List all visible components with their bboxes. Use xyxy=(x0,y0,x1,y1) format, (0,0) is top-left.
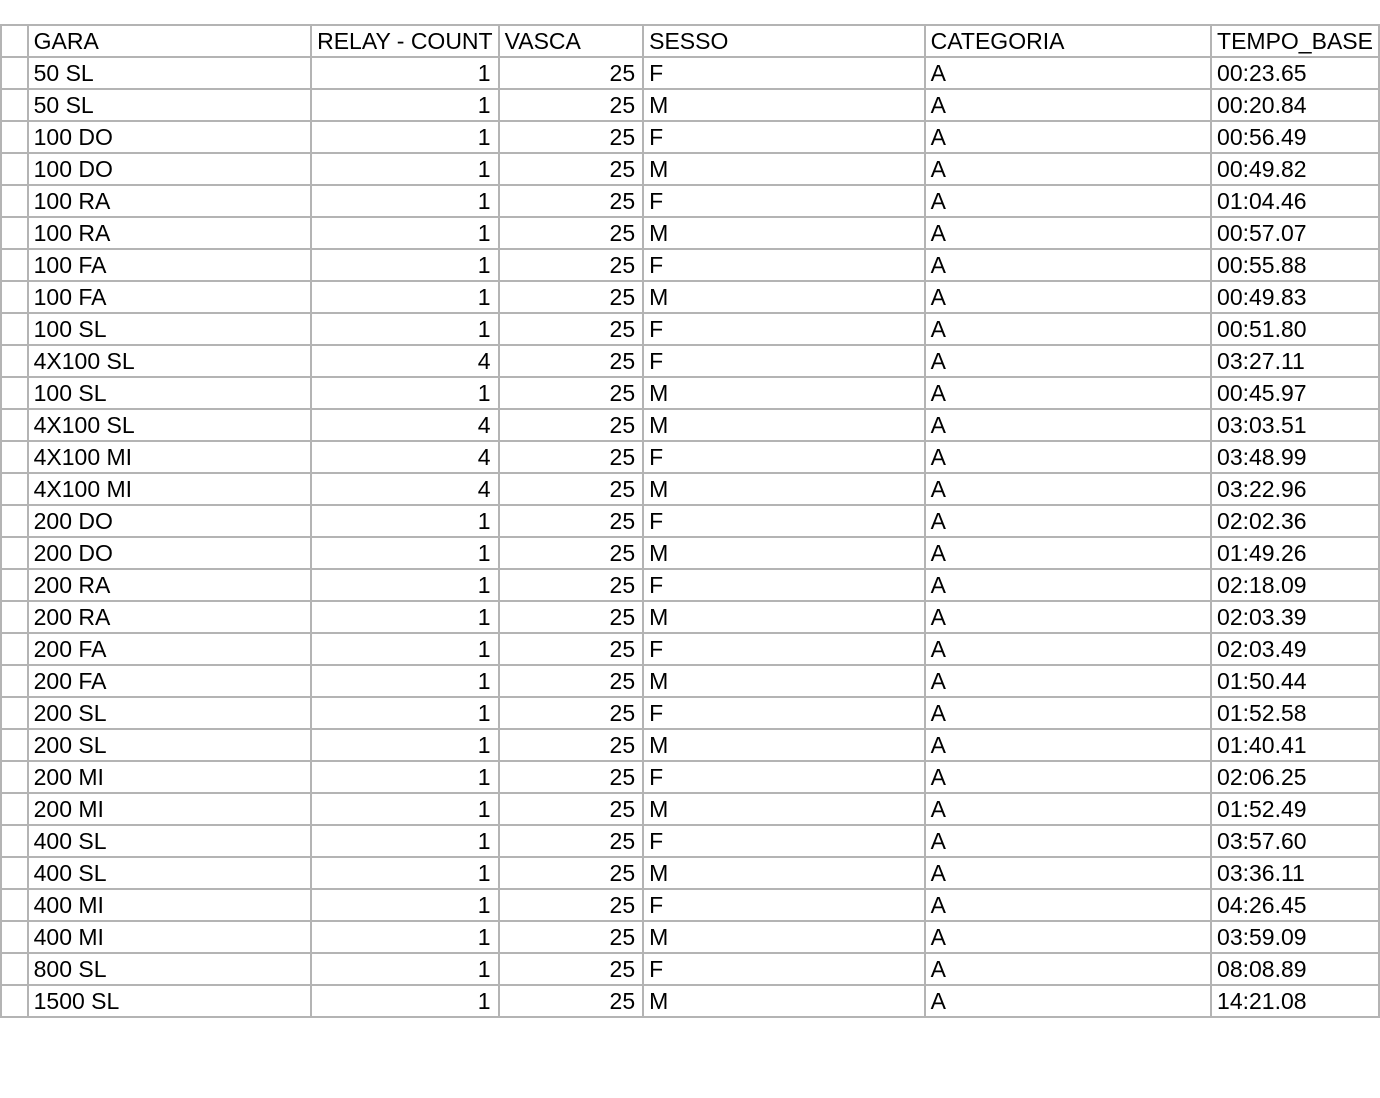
table-row xyxy=(1,121,1379,153)
cell-vasca[interactable]: 25 xyxy=(499,57,644,89)
cell-sesso[interactable]: F xyxy=(643,57,925,89)
cell-categoria[interactable]: A xyxy=(925,601,1211,633)
cell-relay-count[interactable]: 1 xyxy=(311,217,499,249)
cell-vasca[interactable]: 25 xyxy=(499,409,644,441)
table-row xyxy=(1,857,1379,889)
row-header-cell[interactable] xyxy=(1,921,28,953)
cell-vasca[interactable]: 25 xyxy=(499,569,644,601)
row-header-cell[interactable] xyxy=(1,953,28,985)
row-header-cell[interactable] xyxy=(1,313,28,345)
cell-relay-count[interactable]: 1 xyxy=(311,601,499,633)
cell-relay-count[interactable]: 1 xyxy=(311,121,499,153)
cell-gara[interactable]: 400 MI xyxy=(28,889,311,921)
cell-sesso[interactable]: M xyxy=(643,409,925,441)
cell-gara[interactable]: 200 SL xyxy=(28,697,311,729)
cell-relay-count[interactable]: 1 xyxy=(311,89,499,121)
table-row xyxy=(1,505,1379,537)
cell-vasca[interactable]: 25 xyxy=(499,217,644,249)
cell-gara[interactable]: 200 MI xyxy=(28,761,311,793)
cell-tempo-base[interactable]: 01:40.41 xyxy=(1211,729,1379,761)
cell-categoria[interactable]: A xyxy=(925,793,1211,825)
cell-categoria[interactable]: A xyxy=(925,281,1211,313)
table-row xyxy=(1,57,1379,89)
cell-vasca[interactable]: 25 xyxy=(499,473,644,505)
cell-sesso[interactable]: F xyxy=(643,121,925,153)
cell-sesso[interactable]: M xyxy=(643,857,925,889)
cell-tempo-base[interactable]: 03:36.11 xyxy=(1211,857,1379,889)
header-gara[interactable]: GARA xyxy=(28,25,311,57)
cell-vasca[interactable]: 25 xyxy=(499,729,644,761)
cell-relay-count[interactable]: 1 xyxy=(311,377,499,409)
cell-tempo-base[interactable]: 00:23.65 xyxy=(1211,57,1379,89)
row-header-cell[interactable] xyxy=(1,729,28,761)
cell-tempo-base[interactable]: 04:26.45 xyxy=(1211,889,1379,921)
table-row xyxy=(1,377,1379,409)
cell-vasca[interactable]: 25 xyxy=(499,985,644,1017)
row-header-cell[interactable] xyxy=(1,697,28,729)
cell-gara[interactable]: 400 SL xyxy=(28,857,311,889)
header-vasca[interactable]: VASCA xyxy=(499,25,644,57)
cell-gara[interactable]: 200 FA xyxy=(28,633,311,665)
cell-sesso[interactable]: F xyxy=(643,761,925,793)
cell-relay-count[interactable]: 1 xyxy=(311,953,499,985)
cell-categoria[interactable]: A xyxy=(925,185,1211,217)
cell-sesso[interactable]: M xyxy=(643,473,925,505)
cell-gara[interactable]: 100 SL xyxy=(28,313,311,345)
cell-tempo-base[interactable]: 02:18.09 xyxy=(1211,569,1379,601)
cell-tempo-base[interactable]: 02:06.25 xyxy=(1211,761,1379,793)
cell-gara[interactable]: 100 FA xyxy=(28,249,311,281)
cell-categoria[interactable]: A xyxy=(925,313,1211,345)
cell-categoria[interactable]: A xyxy=(925,953,1211,985)
table-row xyxy=(1,441,1379,473)
cell-vasca[interactable]: 25 xyxy=(499,793,644,825)
cell-gara[interactable]: 800 SL xyxy=(28,953,311,985)
header-tempo-base[interactable]: TEMPO_BASE xyxy=(1211,25,1379,57)
cell-tempo-base[interactable]: 03:27.11 xyxy=(1211,345,1379,377)
table-row xyxy=(1,345,1379,377)
row-header-cell[interactable] xyxy=(1,409,28,441)
cell-relay-count[interactable]: 1 xyxy=(311,57,499,89)
cell-vasca[interactable]: 25 xyxy=(499,633,644,665)
cell-relay-count[interactable]: 1 xyxy=(311,313,499,345)
cell-relay-count[interactable]: 1 xyxy=(311,633,499,665)
cell-vasca[interactable]: 25 xyxy=(499,89,644,121)
cell-gara[interactable]: 100 RA xyxy=(28,185,311,217)
cell-sesso[interactable]: F xyxy=(643,505,925,537)
cell-sesso[interactable]: M xyxy=(643,729,925,761)
row-header-cell[interactable] xyxy=(1,761,28,793)
cell-sesso[interactable]: M xyxy=(643,89,925,121)
cell-tempo-base[interactable]: 01:52.58 xyxy=(1211,697,1379,729)
cell-gara[interactable]: 200 DO xyxy=(28,505,311,537)
row-header-cell[interactable] xyxy=(1,89,28,121)
cell-relay-count[interactable]: 1 xyxy=(311,665,499,697)
cell-categoria[interactable]: A xyxy=(925,857,1211,889)
cell-tempo-base[interactable]: 00:20.84 xyxy=(1211,89,1379,121)
cell-relay-count[interactable]: 1 xyxy=(311,761,499,793)
cell-vasca[interactable]: 25 xyxy=(499,889,644,921)
row-header-cell[interactable] xyxy=(1,153,28,185)
cell-relay-count[interactable]: 1 xyxy=(311,697,499,729)
cell-categoria[interactable]: A xyxy=(925,921,1211,953)
row-header-cell[interactable] xyxy=(1,249,28,281)
cell-tempo-base[interactable]: 01:04.46 xyxy=(1211,185,1379,217)
cell-sesso[interactable]: F xyxy=(643,185,925,217)
cell-sesso[interactable]: F xyxy=(643,345,925,377)
cell-categoria[interactable]: A xyxy=(925,441,1211,473)
table-row xyxy=(1,761,1379,793)
cell-relay-count[interactable]: 4 xyxy=(311,345,499,377)
cell-relay-count[interactable]: 1 xyxy=(311,793,499,825)
cell-gara[interactable]: 200 RA xyxy=(28,569,311,601)
cell-vasca[interactable]: 25 xyxy=(499,153,644,185)
cell-relay-count[interactable]: 1 xyxy=(311,985,499,1017)
cell-categoria[interactable]: A xyxy=(925,505,1211,537)
row-header-cell[interactable] xyxy=(1,505,28,537)
cell-categoria[interactable]: A xyxy=(925,121,1211,153)
cell-relay-count[interactable]: 1 xyxy=(311,729,499,761)
row-header-cell[interactable] xyxy=(1,473,28,505)
cell-vasca[interactable]: 25 xyxy=(499,377,644,409)
header-sesso[interactable]: SESSO xyxy=(643,25,925,57)
cell-tempo-base[interactable]: 00:51.80 xyxy=(1211,313,1379,345)
table-row xyxy=(1,921,1379,953)
cell-gara[interactable]: 100 FA xyxy=(28,281,311,313)
cell-tempo-base[interactable]: 00:57.07 xyxy=(1211,217,1379,249)
cell-relay-count[interactable]: 1 xyxy=(311,185,499,217)
cell-sesso[interactable]: M xyxy=(643,793,925,825)
cell-categoria[interactable]: A xyxy=(925,249,1211,281)
cell-relay-count[interactable]: 4 xyxy=(311,409,499,441)
cell-categoria[interactable]: A xyxy=(925,409,1211,441)
table-row xyxy=(1,409,1379,441)
cell-vasca[interactable]: 25 xyxy=(499,185,644,217)
table-row xyxy=(1,601,1379,633)
cell-sesso[interactable]: M xyxy=(643,281,925,313)
cell-categoria[interactable]: A xyxy=(925,377,1211,409)
row-header-cell[interactable] xyxy=(1,217,28,249)
row-header-cell[interactable] xyxy=(1,185,28,217)
cell-sesso[interactable]: F xyxy=(643,569,925,601)
cell-vasca[interactable]: 25 xyxy=(499,697,644,729)
cell-gara[interactable]: 50 SL xyxy=(28,57,311,89)
row-header-cell[interactable] xyxy=(1,345,28,377)
cell-tempo-base[interactable]: 03:03.51 xyxy=(1211,409,1379,441)
row-header-cell[interactable] xyxy=(1,793,28,825)
table-row xyxy=(1,185,1379,217)
table-row xyxy=(1,217,1379,249)
cell-categoria[interactable]: A xyxy=(925,825,1211,857)
cell-tempo-base[interactable]: 00:49.82 xyxy=(1211,153,1379,185)
cell-sesso[interactable]: F xyxy=(643,697,925,729)
spreadsheet-body xyxy=(1,25,1379,1017)
cell-gara[interactable]: 400 SL xyxy=(28,825,311,857)
row-header-cell[interactable] xyxy=(1,889,28,921)
cell-tempo-base[interactable]: 00:49.83 xyxy=(1211,281,1379,313)
cell-gara[interactable]: 4X100 MI xyxy=(28,441,311,473)
cell-tempo-base[interactable]: 14:21.08 xyxy=(1211,985,1379,1017)
table-row xyxy=(1,889,1379,921)
cell-vasca[interactable]: 25 xyxy=(499,857,644,889)
cell-sesso[interactable]: M xyxy=(643,601,925,633)
cell-sesso[interactable]: F xyxy=(643,953,925,985)
cell-sesso[interactable]: M xyxy=(643,537,925,569)
table-row xyxy=(1,729,1379,761)
cell-gara[interactable]: 400 MI xyxy=(28,921,311,953)
row-header-cell[interactable] xyxy=(1,601,28,633)
row-header-cell[interactable] xyxy=(1,121,28,153)
cell-relay-count[interactable]: 1 xyxy=(311,889,499,921)
cell-vasca[interactable]: 25 xyxy=(499,537,644,569)
header-categoria[interactable]: CATEGORIA xyxy=(925,25,1211,57)
cell-vasca[interactable]: 25 xyxy=(499,825,644,857)
cell-categoria[interactable]: A xyxy=(925,633,1211,665)
cell-categoria[interactable]: A xyxy=(925,473,1211,505)
cell-tempo-base[interactable]: 02:03.39 xyxy=(1211,601,1379,633)
cell-categoria[interactable]: A xyxy=(925,345,1211,377)
table-row xyxy=(1,537,1379,569)
cell-vasca[interactable]: 25 xyxy=(499,665,644,697)
cell-categoria[interactable]: A xyxy=(925,729,1211,761)
cell-gara[interactable]: 100 DO xyxy=(28,121,311,153)
table-row xyxy=(1,793,1379,825)
table-row xyxy=(1,313,1379,345)
cell-tempo-base[interactable]: 01:52.49 xyxy=(1211,793,1379,825)
cell-gara[interactable]: 100 DO xyxy=(28,153,311,185)
cell-categoria[interactable]: A xyxy=(925,89,1211,121)
cell-tempo-base[interactable]: 03:48.99 xyxy=(1211,441,1379,473)
cell-vasca[interactable]: 25 xyxy=(499,281,644,313)
row-header-cell[interactable] xyxy=(1,569,28,601)
cell-gara[interactable]: 200 FA xyxy=(28,665,311,697)
cell-relay-count[interactable]: 1 xyxy=(311,281,499,313)
table-row xyxy=(1,697,1379,729)
table-row xyxy=(1,633,1379,665)
row-header-cell[interactable] xyxy=(1,537,28,569)
cell-gara[interactable]: 4X100 MI xyxy=(28,473,311,505)
cell-sesso[interactable]: M xyxy=(643,665,925,697)
cell-relay-count[interactable]: 4 xyxy=(311,473,499,505)
cell-categoria[interactable]: A xyxy=(925,665,1211,697)
cell-tempo-base[interactable]: 02:03.49 xyxy=(1211,633,1379,665)
cell-vasca[interactable]: 25 xyxy=(499,441,644,473)
cell-relay-count[interactable]: 1 xyxy=(311,153,499,185)
cell-gara[interactable]: 4X100 SL xyxy=(28,345,311,377)
cell-sesso[interactable]: F xyxy=(643,825,925,857)
cell-vasca[interactable]: 25 xyxy=(499,345,644,377)
header-row xyxy=(1,25,1379,57)
cell-relay-count[interactable]: 1 xyxy=(311,569,499,601)
cell-relay-count[interactable]: 1 xyxy=(311,921,499,953)
table-row xyxy=(1,953,1379,985)
cell-relay-count[interactable]: 1 xyxy=(311,249,499,281)
cell-sesso[interactable]: M xyxy=(643,377,925,409)
cell-relay-count[interactable]: 1 xyxy=(311,505,499,537)
cell-vasca[interactable]: 25 xyxy=(499,249,644,281)
cell-gara[interactable]: 200 DO xyxy=(28,537,311,569)
table-row xyxy=(1,825,1379,857)
spreadsheet-table xyxy=(0,24,1380,1018)
cell-categoria[interactable]: A xyxy=(925,57,1211,89)
cell-categoria[interactable]: A xyxy=(925,697,1211,729)
table-row xyxy=(1,985,1379,1017)
cell-categoria[interactable]: A xyxy=(925,761,1211,793)
cell-gara[interactable]: 4X100 SL xyxy=(28,409,311,441)
cell-vasca[interactable]: 25 xyxy=(499,313,644,345)
cell-vasca[interactable]: 25 xyxy=(499,921,644,953)
table-row xyxy=(1,569,1379,601)
cell-categoria[interactable]: A xyxy=(925,217,1211,249)
cell-relay-count[interactable]: 1 xyxy=(311,825,499,857)
cell-sesso[interactable]: F xyxy=(643,889,925,921)
cell-tempo-base[interactable]: 01:50.44 xyxy=(1211,665,1379,697)
table-row xyxy=(1,153,1379,185)
cell-tempo-base[interactable]: 02:02.36 xyxy=(1211,505,1379,537)
cell-tempo-base[interactable]: 03:57.60 xyxy=(1211,825,1379,857)
cell-gara[interactable]: 200 MI xyxy=(28,793,311,825)
row-header-cell[interactable] xyxy=(1,985,28,1017)
row-header-cell[interactable] xyxy=(1,857,28,889)
table-row xyxy=(1,665,1379,697)
cell-categoria[interactable]: A xyxy=(925,985,1211,1017)
cell-gara[interactable]: 200 RA xyxy=(28,601,311,633)
row-header-cell[interactable] xyxy=(1,281,28,313)
cell-vasca[interactable]: 25 xyxy=(499,121,644,153)
cell-vasca[interactable]: 25 xyxy=(499,601,644,633)
cell-sesso[interactable]: M xyxy=(643,153,925,185)
cell-sesso[interactable]: F xyxy=(643,249,925,281)
row-header-cell[interactable] xyxy=(1,633,28,665)
cell-tempo-base[interactable]: 00:55.88 xyxy=(1211,249,1379,281)
table-row xyxy=(1,473,1379,505)
cell-gara[interactable]: 100 SL xyxy=(28,377,311,409)
row-header-cell[interactable] xyxy=(1,825,28,857)
row-header-cell[interactable] xyxy=(1,441,28,473)
table-row xyxy=(1,249,1379,281)
cell-relay-count[interactable]: 1 xyxy=(311,537,499,569)
cell-sesso[interactable]: F xyxy=(643,313,925,345)
cell-sesso[interactable]: M xyxy=(643,985,925,1017)
cell-tempo-base[interactable]: 03:22.96 xyxy=(1211,473,1379,505)
cell-categoria[interactable]: A xyxy=(925,889,1211,921)
cell-sesso[interactable]: M xyxy=(643,217,925,249)
cell-gara[interactable]: 50 SL xyxy=(28,89,311,121)
cell-tempo-base[interactable]: 08:08.89 xyxy=(1211,953,1379,985)
cell-tempo-base[interactable]: 03:59.09 xyxy=(1211,921,1379,953)
cell-categoria[interactable]: A xyxy=(925,153,1211,185)
cell-tempo-base[interactable]: 00:56.49 xyxy=(1211,121,1379,153)
cell-relay-count[interactable]: 1 xyxy=(311,857,499,889)
cell-sesso[interactable]: M xyxy=(643,921,925,953)
cell-sesso[interactable]: F xyxy=(643,633,925,665)
cell-tempo-base[interactable]: 01:49.26 xyxy=(1211,537,1379,569)
row-header-cell[interactable] xyxy=(1,57,28,89)
cell-gara[interactable]: 100 RA xyxy=(28,217,311,249)
cell-gara[interactable]: 200 SL xyxy=(28,729,311,761)
cell-relay-count[interactable]: 4 xyxy=(311,441,499,473)
row-header-cell[interactable] xyxy=(1,377,28,409)
row-header-cell[interactable] xyxy=(1,665,28,697)
cell-sesso[interactable]: F xyxy=(643,441,925,473)
header-relay-count[interactable]: RELAY - COUNT xyxy=(311,25,499,57)
cell-vasca[interactable]: 25 xyxy=(499,761,644,793)
cell-tempo-base[interactable]: 00:45.97 xyxy=(1211,377,1379,409)
table-row xyxy=(1,281,1379,313)
row-header-cell[interactable] xyxy=(1,25,28,57)
cell-categoria[interactable]: A xyxy=(925,537,1211,569)
cell-vasca[interactable]: 25 xyxy=(499,953,644,985)
cell-vasca[interactable]: 25 xyxy=(499,505,644,537)
cell-gara[interactable]: 1500 SL xyxy=(28,985,311,1017)
cell-categoria[interactable]: A xyxy=(925,569,1211,601)
table-row xyxy=(1,89,1379,121)
